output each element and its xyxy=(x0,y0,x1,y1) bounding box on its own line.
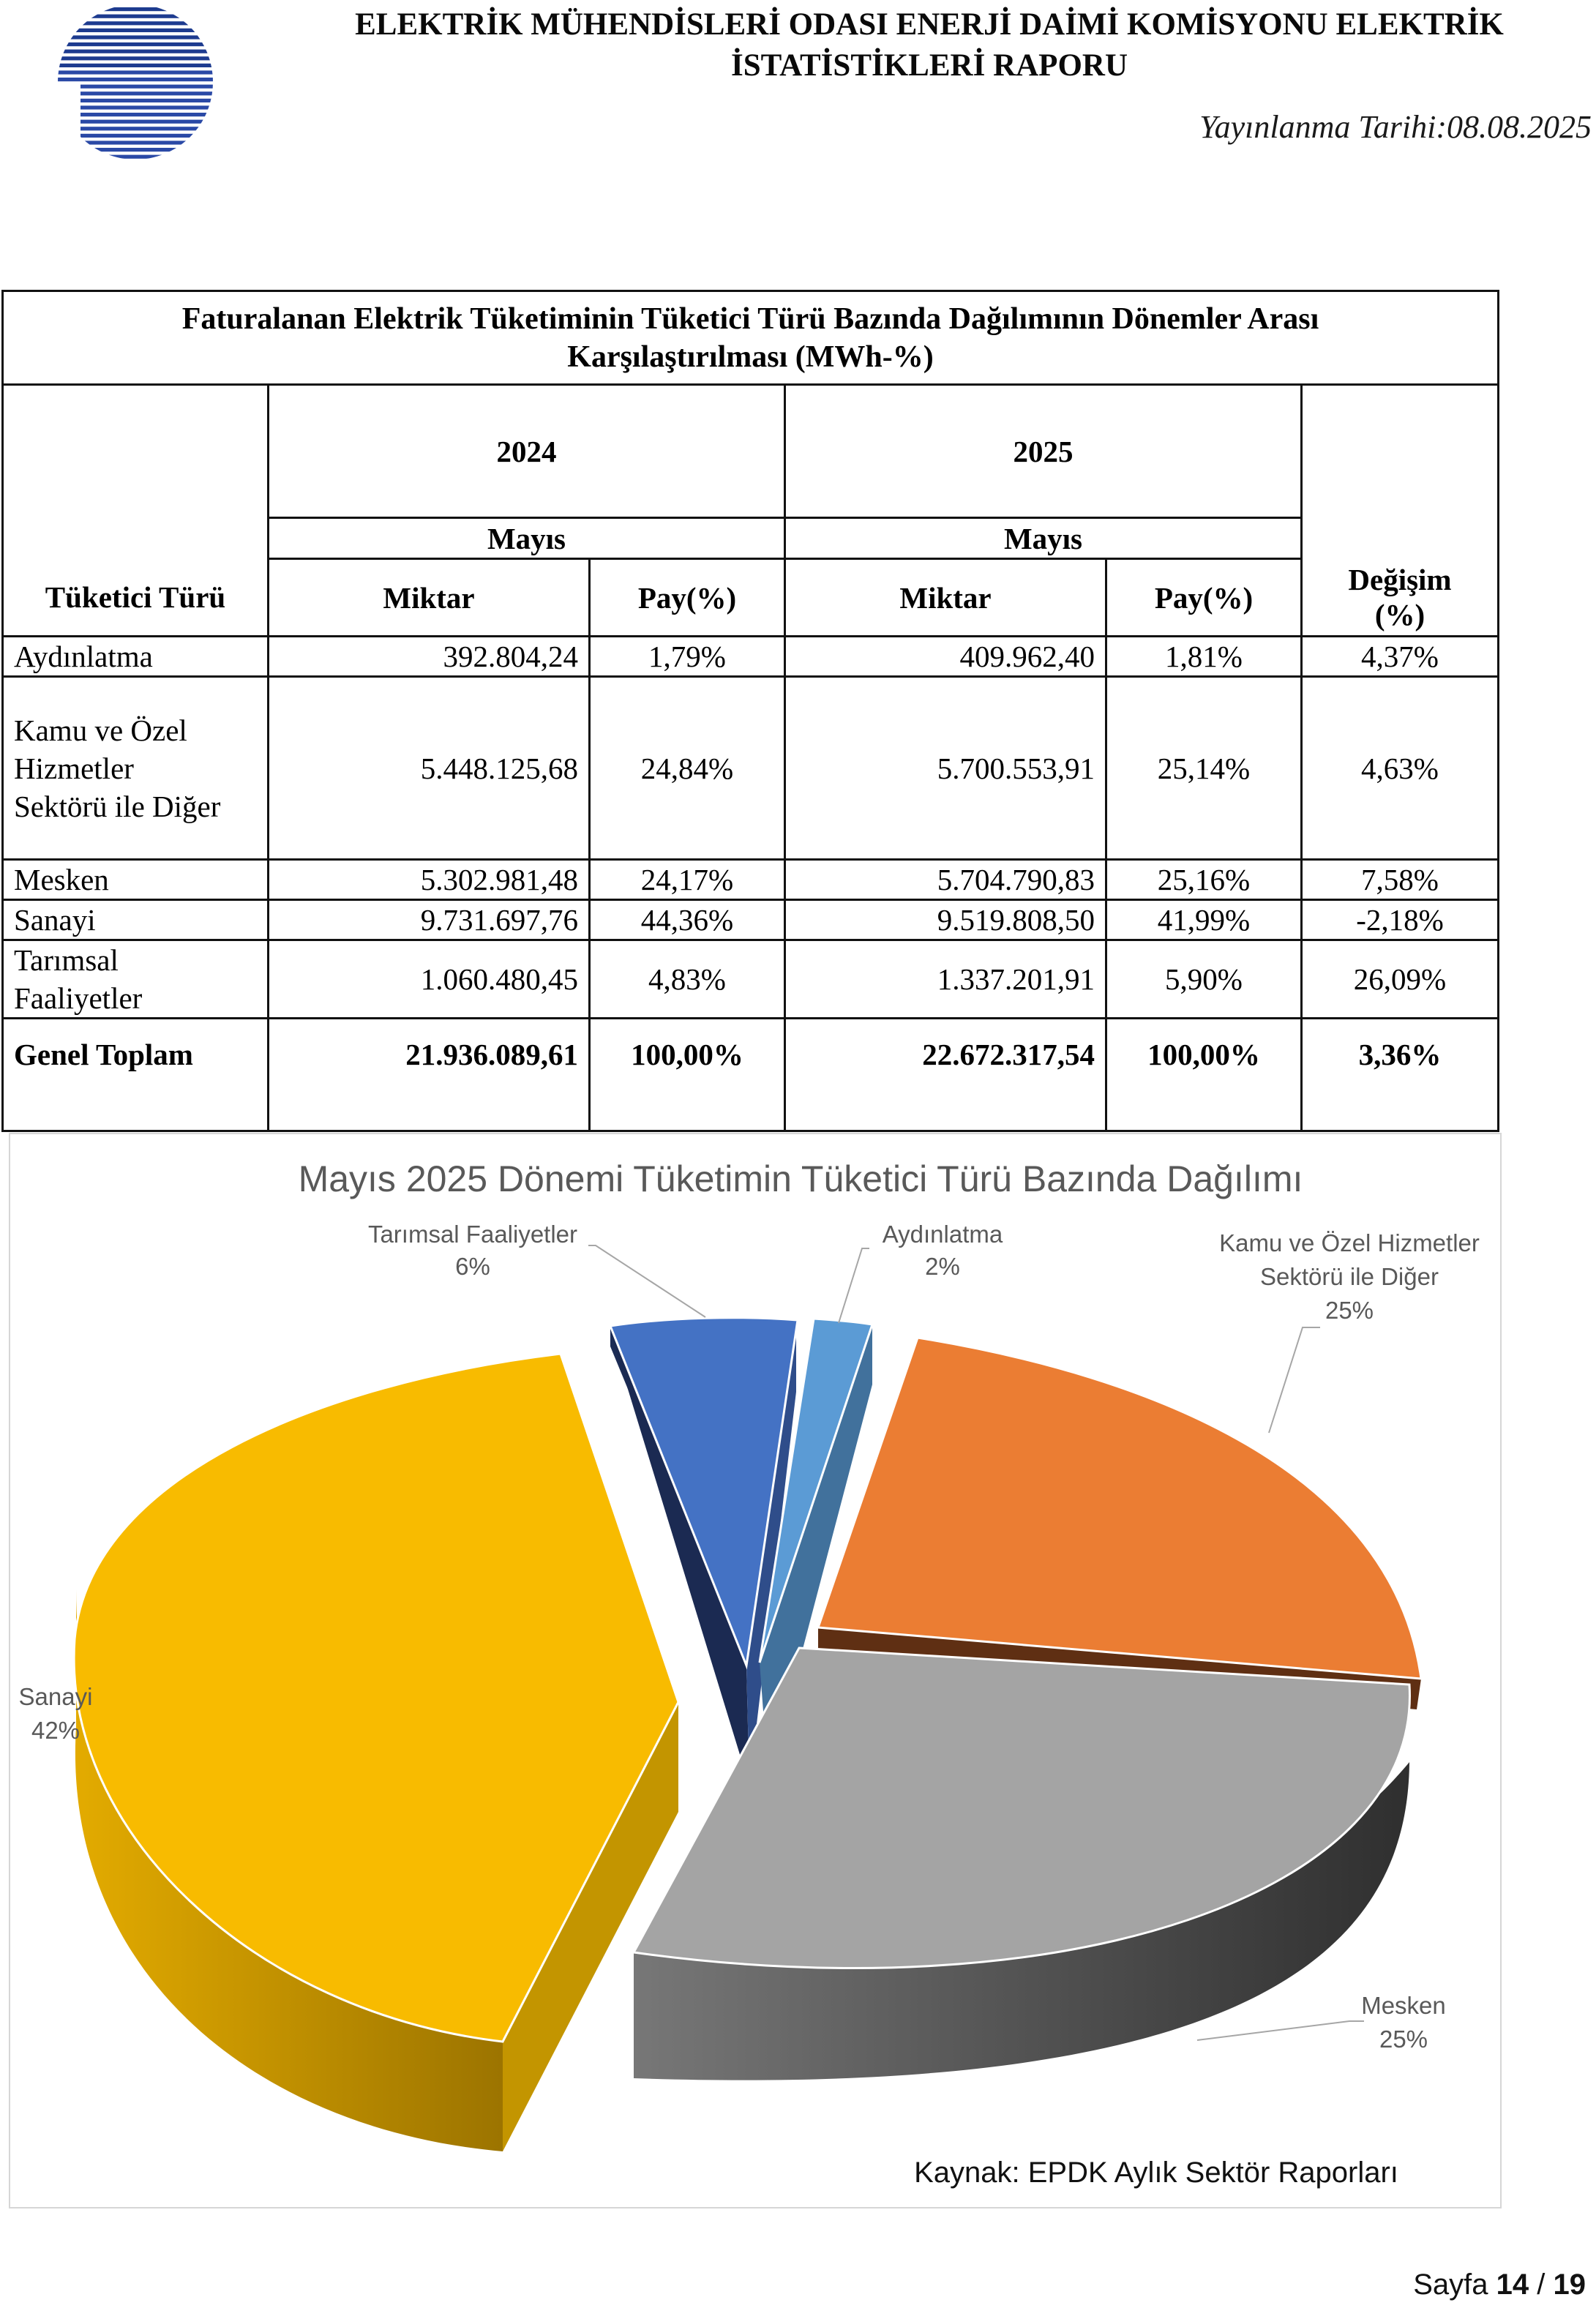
total-row xyxy=(3,1019,1499,1131)
col-header-amount-2024: Miktar xyxy=(269,559,590,637)
total-amount-2025: 22.672.317,54 xyxy=(785,1019,1106,1131)
total-share-2025: 100,00% xyxy=(1106,1019,1302,1131)
cell-amount-2024: 5.302.981,48 xyxy=(269,860,590,900)
logo-stripe xyxy=(51,29,220,32)
page-prefix: Sayfa xyxy=(1413,2268,1496,2301)
leader-line-mesken xyxy=(1197,2021,1364,2040)
logo-stripe xyxy=(51,35,220,39)
month-2024: Mayıs xyxy=(269,518,785,559)
cell-share-2024: 1,79% xyxy=(590,637,785,677)
logo-stripe xyxy=(51,50,220,53)
cell-share-2025: 41,99% xyxy=(1106,900,1302,940)
report-title-line2: İSTATİSTİKLERİ RAPORU xyxy=(730,48,1128,83)
col-header-change-line2: (%) xyxy=(1374,597,1425,632)
report-title-line1: ELEKTRİK MÜHENDİSLERİ ODASI ENERJİ DAİMİ KOMİSYONU ELEKTRİK xyxy=(355,7,1504,42)
cell-consumer-type xyxy=(3,860,269,900)
logo-stripe xyxy=(51,70,220,74)
year-2025: 2025 xyxy=(785,385,1302,518)
col-header-share-2025: Pay(%) xyxy=(1106,559,1302,637)
year-2024: 2024 xyxy=(269,385,785,518)
logo-stripe xyxy=(51,42,220,46)
cell-share-2024: 24,84% xyxy=(590,677,785,860)
empty-change-cell xyxy=(1302,385,1499,559)
logo-stripe xyxy=(80,91,220,95)
label-aydinlatma-name: Aydınlatma xyxy=(882,1221,1003,1248)
logo-stripe xyxy=(51,21,220,25)
emo-logo xyxy=(51,0,220,161)
total-amount-2024: 21.936.089,61 xyxy=(269,1019,590,1131)
year-row xyxy=(3,385,1499,518)
table-row xyxy=(3,637,1499,677)
table-row xyxy=(3,900,1499,940)
logo-stripe xyxy=(80,148,220,151)
table-row xyxy=(3,940,1499,1019)
cell-consumer-type xyxy=(3,677,269,860)
logo-stripe xyxy=(80,105,220,109)
cell-consumer-type-line: Sanayi xyxy=(14,903,96,937)
label-kamu-name-line2: Sektörü ile Diğer xyxy=(1260,1263,1439,1290)
cell-change: 26,09% xyxy=(1302,940,1499,1019)
cell-share-2024: 4,83% xyxy=(590,940,785,1019)
logo-stripe xyxy=(51,15,220,18)
cell-change: 7,58% xyxy=(1302,860,1499,900)
page-total: 19 xyxy=(1553,2268,1586,2301)
cell-change: 4,63% xyxy=(1302,677,1499,860)
logo-stripe xyxy=(80,127,220,130)
label-sanayi-name: Sanayi xyxy=(18,1683,93,1710)
label-kamu-value: 25% xyxy=(1325,1297,1374,1324)
cell-share-2024: 44,36% xyxy=(590,900,785,940)
cell-share-2025: 1,81% xyxy=(1106,637,1302,677)
cell-amount-2024: 392.804,24 xyxy=(269,637,590,677)
cell-share-2025: 5,90% xyxy=(1106,940,1302,1019)
cell-amount-2025: 9.519.808,50 xyxy=(785,900,1106,940)
report-title xyxy=(263,4,1595,86)
total-change: 3,36% xyxy=(1302,1019,1499,1131)
label-tarimsal-name: Tarımsal Faaliyetler xyxy=(367,1221,578,1248)
logo-stripe xyxy=(51,78,220,81)
publish-date: Yayınlanma Tarihi:08.08.2025 xyxy=(1199,109,1592,145)
month-2025: Mayıs xyxy=(785,518,1302,559)
label-mesken-name: Mesken xyxy=(1361,1992,1446,2019)
logo-stripe xyxy=(80,113,220,116)
cell-share-2025: 25,14% xyxy=(1106,677,1302,860)
cell-amount-2025: 409.962,40 xyxy=(785,637,1106,677)
cell-consumer-type-line: Kamu ve Özel xyxy=(14,713,187,747)
col-header-change-line1: Değişim xyxy=(1348,562,1452,596)
table-row xyxy=(3,677,1499,860)
label-kamu-name-line1: Kamu ve Özel Hizmetler xyxy=(1219,1229,1480,1256)
table-title-line2: Karşılaştırılması (MWh-%) xyxy=(567,340,934,374)
logo-stripe xyxy=(80,85,220,89)
table-title xyxy=(3,291,1499,385)
table-row xyxy=(3,860,1499,900)
cell-consumer-type-line: Aydınlatma xyxy=(14,640,153,673)
logo-stripe xyxy=(80,134,220,138)
label-sanayi-value: 42% xyxy=(31,1717,80,1744)
leader-line-kamu xyxy=(1269,1327,1320,1433)
pie-chart-svg xyxy=(10,1134,1500,2207)
col-header-amount-2025: Miktar xyxy=(785,559,1106,637)
column-header-row xyxy=(3,559,1499,637)
label-aydinlatma-value: 2% xyxy=(925,1253,960,1280)
label-mesken-value: 25% xyxy=(1379,2026,1428,2053)
cell-amount-2024: 5.448.125,68 xyxy=(269,677,590,860)
cell-consumer-type-line: Hizmetler xyxy=(14,751,134,785)
cell-share-2024: 24,17% xyxy=(590,860,785,900)
total-label: Genel Toplam xyxy=(3,1019,269,1131)
cell-consumer-type-line: Faaliyetler xyxy=(14,981,143,1015)
chart-title: Mayıs 2025 Dönemi Tüketimin Tüketici Türü Bazında Dağılımı xyxy=(298,1158,1303,1199)
table-title-row xyxy=(3,291,1499,385)
cell-amount-2025: 1.337.201,91 xyxy=(785,940,1106,1019)
consumption-table xyxy=(1,290,1499,1132)
leader-line-aydinlatma xyxy=(839,1248,869,1323)
col-header-type: Tüketici Türü xyxy=(3,559,269,637)
empty-corner-cell xyxy=(3,385,269,559)
cell-amount-2025: 5.700.553,91 xyxy=(785,677,1106,860)
page-current: 14 xyxy=(1496,2268,1529,2301)
leader-line-tarimsal xyxy=(588,1245,705,1317)
cell-consumer-type-line: Sektörü ile Diğer xyxy=(14,789,221,823)
cell-amount-2024: 9.731.697,76 xyxy=(269,900,590,940)
logo-stripe xyxy=(80,155,220,159)
slice-kamu xyxy=(818,1338,1421,1679)
cell-change: -2,18% xyxy=(1302,900,1499,940)
cell-share-2025: 25,16% xyxy=(1106,860,1302,900)
cell-consumer-type xyxy=(3,940,269,1019)
logo-stripe xyxy=(51,7,220,11)
cell-change: 4,37% xyxy=(1302,637,1499,677)
table-title-line1: Faturalanan Elektrik Tüketiminin Tüketici Türü Bazında Dağılımının Dönemler Arası xyxy=(181,301,1319,336)
cell-consumer-type xyxy=(3,637,269,677)
logo-stripe xyxy=(80,120,220,124)
logo-stripe xyxy=(80,140,220,144)
cell-consumer-type-line: Mesken xyxy=(14,863,109,896)
page-number xyxy=(1413,2268,1586,2301)
col-header-change xyxy=(1302,559,1499,637)
col-header-share-2024: Pay(%) xyxy=(590,559,785,637)
total-share-2024: 100,00% xyxy=(590,1019,785,1131)
cell-consumer-type xyxy=(3,900,269,940)
page-separator: / xyxy=(1529,2268,1554,2301)
logo-stripe xyxy=(51,64,220,67)
chart-source: Kaynak: EPDK Aylık Sektör Raporları xyxy=(914,2157,1398,2189)
pie-chart xyxy=(9,1133,1502,2208)
logo-stripe xyxy=(51,56,220,60)
table-body xyxy=(3,637,1499,1019)
label-tarimsal-value: 6% xyxy=(455,1253,490,1280)
logo-stripe xyxy=(80,99,220,102)
cell-consumer-type-line: Tarımsal xyxy=(14,943,119,977)
cell-amount-2024: 1.060.480,45 xyxy=(269,940,590,1019)
cell-amount-2025: 5.704.790,83 xyxy=(785,860,1106,900)
